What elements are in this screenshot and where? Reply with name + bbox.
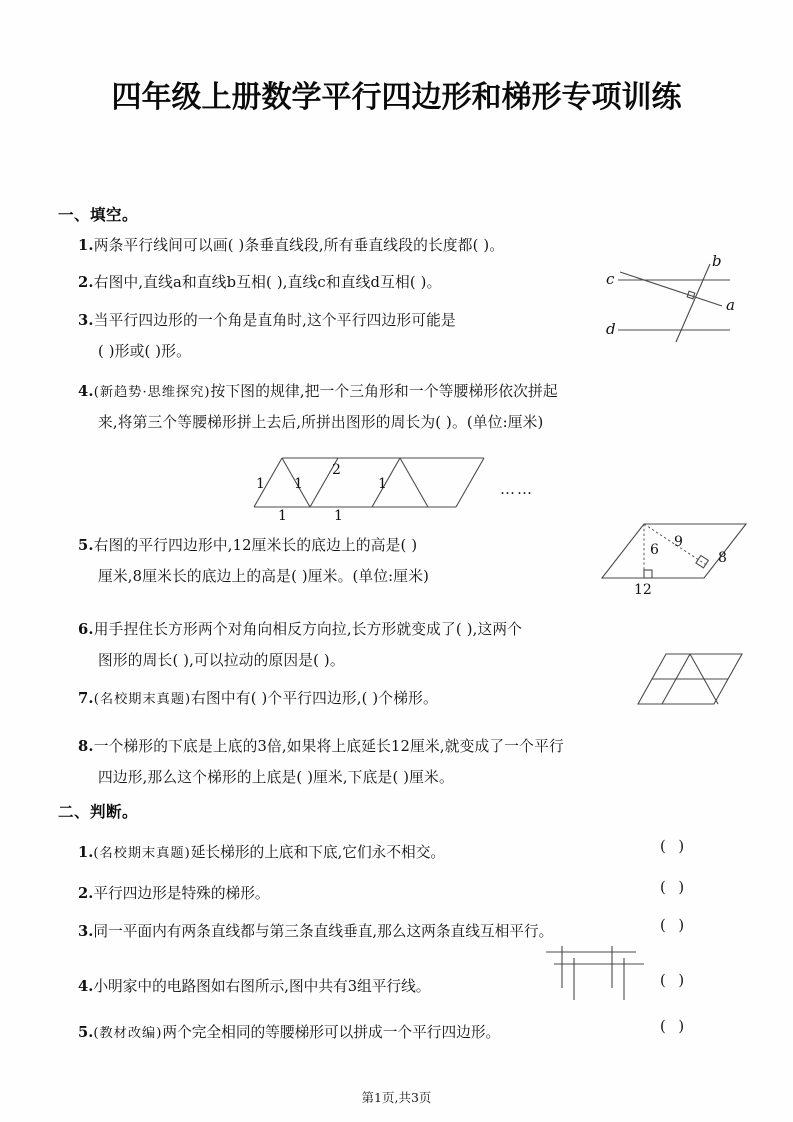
judgment-5-number: 5. bbox=[78, 1024, 94, 1041]
question-4-text-line1: 按下图的规律,把一个三角形和一个等腰梯形依次拼起 bbox=[210, 383, 558, 400]
label-height-9: 9 bbox=[674, 534, 683, 550]
question-7 bbox=[78, 683, 638, 715]
strip-label-0: 1 bbox=[256, 476, 265, 492]
question-5-line2 bbox=[98, 561, 618, 592]
judgment-5-tag: (教材改编) bbox=[93, 1026, 163, 1041]
judgment-4-answer-blank[interactable]: ( ) bbox=[660, 972, 689, 989]
judgment-5 bbox=[78, 1018, 618, 1049]
judgment-2-number: 2. bbox=[78, 885, 94, 902]
question-2-text: 右图中,直线a和直线b互相( ),直线c和直线d互相( )。 bbox=[93, 274, 442, 291]
judgment-3-answer-blank[interactable]: ( ) bbox=[660, 917, 689, 934]
question-1-number: 1. bbox=[78, 237, 94, 254]
label-d-icon: d bbox=[606, 320, 616, 338]
question-3-number: 3. bbox=[78, 312, 94, 329]
figure-lines-abcd bbox=[604, 252, 754, 344]
right-angle-mark-base bbox=[644, 570, 652, 578]
question-8-text-line2: 四边形,那么这个梯形的上底是( )厘米,下底是( )厘米。 bbox=[98, 769, 454, 786]
label-c-icon: c bbox=[606, 270, 615, 288]
question-6-text-line1: 用手捏住长方形两个对角向相反方向拉,长方形就变成了( ),这两个 bbox=[93, 621, 523, 638]
question-7-text: 右图中有( )个平行四边形,( )个梯形。 bbox=[191, 690, 438, 707]
question-6-text-line2: 图形的周长( ),可以拉动的原因是( )。 bbox=[98, 652, 345, 669]
judgment-4-text: 小明家中的电路图如右图所示,图中共有3组平行线。 bbox=[93, 978, 431, 995]
strip-divider-4 bbox=[400, 458, 428, 507]
label-base-12: 12 bbox=[634, 582, 652, 598]
question-8-line2 bbox=[98, 762, 758, 793]
section-heading-judgment: 二、判断。 bbox=[58, 803, 139, 821]
question-4 bbox=[78, 376, 738, 408]
judgment-1-text: 延长梯形的上底和下底,它们永不相交。 bbox=[190, 844, 446, 861]
question-5-text-line2: 厘米,8厘米长的底边上的高是( )厘米。(单位:厘米) bbox=[98, 568, 430, 585]
label-side-8: 8 bbox=[718, 550, 727, 566]
judgment-1-number: 1. bbox=[78, 844, 94, 861]
line-a-path bbox=[620, 272, 722, 306]
judgment-1 bbox=[78, 838, 618, 869]
judgment-2-answer-blank[interactable]: ( ) bbox=[660, 879, 689, 896]
question-8-number: 8. bbox=[78, 738, 94, 755]
question-2-number: 2. bbox=[78, 274, 94, 291]
label-a-icon: a bbox=[726, 296, 735, 314]
question-4-tag: (新趋势·思维探究) bbox=[93, 385, 211, 400]
judgment-2 bbox=[78, 879, 618, 909]
question-7-tag: (名校期末真题) bbox=[93, 692, 192, 707]
question-3-text-line2: ( )形或( )形。 bbox=[98, 343, 192, 360]
strip-label-2: 2 bbox=[332, 462, 341, 478]
label-b-icon: b bbox=[712, 252, 722, 270]
question-8-text-line1: 一个梯形的下底是上底的3倍,如果将上底延长12厘米,就变成了一个平行 bbox=[93, 738, 564, 755]
strip-right-edge bbox=[456, 458, 484, 507]
figure-circuit-diagram bbox=[542, 944, 648, 1006]
question-5-number: 5. bbox=[78, 537, 94, 554]
judgment-5-answer-blank[interactable]: ( ) bbox=[660, 1018, 689, 1035]
judgment-4 bbox=[78, 972, 558, 1002]
strip-label-1: 1 bbox=[294, 476, 303, 492]
page-title: 四年级上册数学平行四边形和梯形专项训练 bbox=[111, 80, 682, 115]
section-heading-fill-in-blank: 一、填空。 bbox=[58, 206, 139, 224]
figure-parallelogram-heights bbox=[598, 516, 766, 596]
question-6 bbox=[78, 614, 738, 645]
judgment-1-answer-blank[interactable]: ( ) bbox=[660, 838, 689, 855]
question-7-number: 7. bbox=[78, 690, 94, 707]
judgment-4-number: 4. bbox=[78, 978, 94, 995]
question-2 bbox=[78, 267, 668, 298]
judgment-3 bbox=[78, 917, 658, 947]
strip-label-3: 1 bbox=[378, 476, 387, 492]
question-3 bbox=[78, 305, 598, 336]
page-footer: 第1页,共3页 bbox=[361, 1090, 432, 1105]
figure-triangle-strip bbox=[250, 452, 540, 524]
judgment-3-number: 3. bbox=[78, 923, 94, 940]
question-6-line2 bbox=[98, 645, 718, 676]
question-3-text-line1: 当平行四边形的一个角是直角时,这个平行四边形可能是 bbox=[93, 312, 456, 329]
judgment-5-text: 两个完全相同的等腰梯形可以拼成一个平行四边形。 bbox=[162, 1024, 501, 1041]
label-height-6: 6 bbox=[650, 542, 659, 558]
question-5 bbox=[78, 530, 598, 561]
question-5-text-line1: 右图的平行四边形中,12厘米长的底边上的高是( ) bbox=[93, 537, 418, 554]
question-1-text: 两条平行线间可以画( )条垂直线段,所有垂直线段的长度都( )。 bbox=[93, 237, 505, 254]
right-angle-mark bbox=[687, 291, 695, 299]
question-4-text-line2: 来,将第三个等腰梯形拼上去后,所拼出图形的周长为( )。(单位:厘米) bbox=[98, 414, 544, 431]
question-3-line2 bbox=[98, 336, 618, 367]
judgment-2-text: 平行四边形是特殊的梯形。 bbox=[93, 885, 270, 902]
question-8 bbox=[78, 731, 758, 762]
question-1 bbox=[78, 230, 738, 261]
question-4-line2 bbox=[98, 407, 758, 438]
question-4-number: 4. bbox=[78, 383, 94, 400]
strip-label-4: 1 bbox=[278, 508, 287, 524]
judgment-3-text: 同一平面内有两条直线都与第三条直线垂直,那么这两条直线互相平行。 bbox=[93, 923, 554, 940]
question-6-number: 6. bbox=[78, 621, 94, 638]
figure-parallelogram-divided bbox=[634, 648, 748, 710]
strip-label-5: 1 bbox=[334, 508, 343, 524]
strip-ellipsis: …… bbox=[500, 480, 534, 498]
judgment-1-tag: (名校期末真题) bbox=[93, 846, 191, 861]
